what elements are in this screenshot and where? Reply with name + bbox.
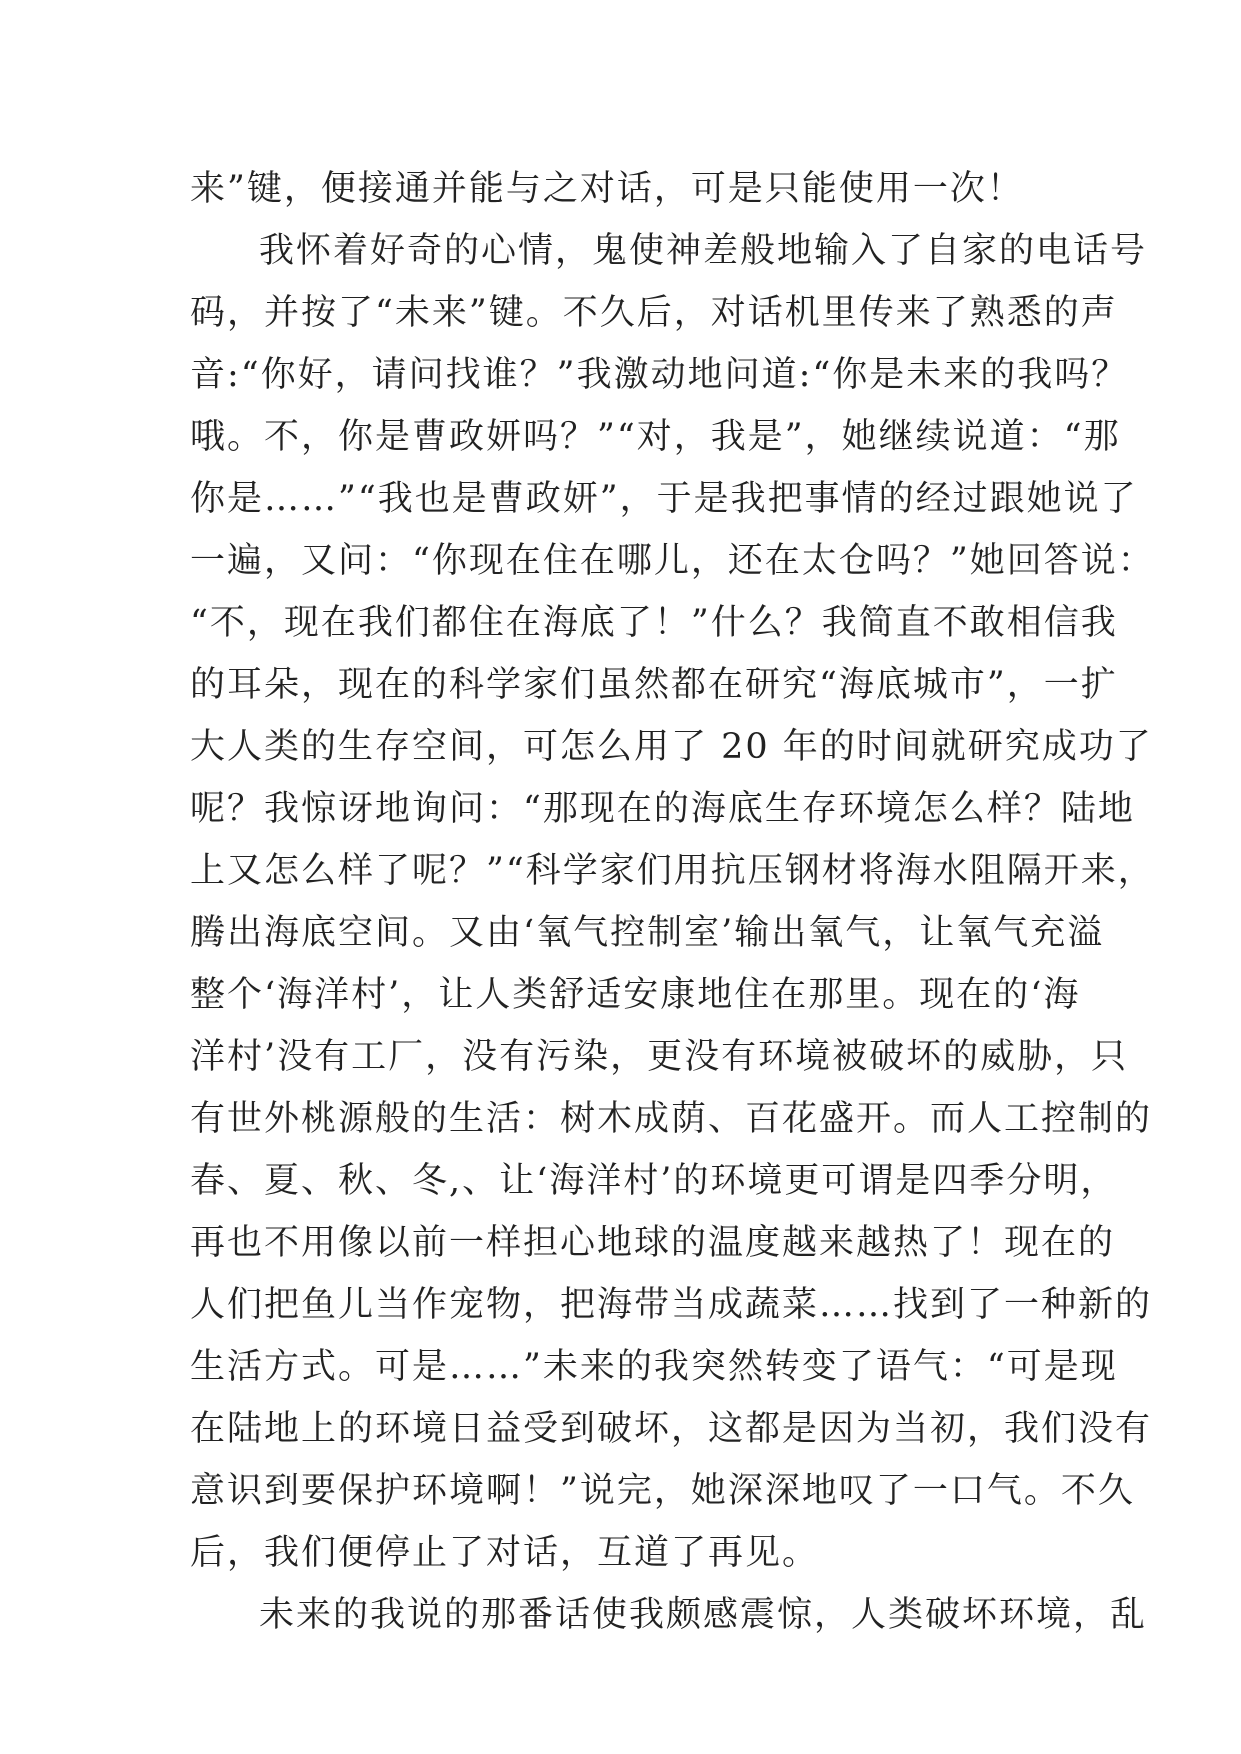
text-line: 一遍，又问：“你现在住在哪儿，还在太仓吗？”她回答说： [190,541,1155,581]
text-line: 意识到要保护环境啊！”说完，她深深地叹了一口气。不久 [190,1471,1135,1511]
text-line: 呢？我惊讶地询问：“那现在的海底生存环境怎么样？陆地 [190,789,1135,829]
text-line: 春、夏、秋、冬,、让‘海洋村’的环境更可谓是四季分明， [190,1161,1118,1201]
text-line: 大人类的生存空间，可怎么用了 20 年的时间就研究成功了 [190,727,1153,767]
text-line: 哦。不，你是曹政妍吗？”“对，我是”，她继续说道：“那 [190,417,1121,457]
text-line: 人们把鱼儿当作宠物，把海带当成蔬菜……找到了一种新的 [190,1285,1153,1325]
text-line: 再也不用像以前一样担心地球的温度越来越热了！现在的 [190,1223,1116,1263]
text-line: 在陆地上的环境日益受到破坏，这都是因为当初，我们没有 [190,1409,1153,1449]
text-line: 来”键，便接通并能与之对话，可是只能使用一次！ [190,169,1024,209]
text-line: 整个‘海洋村’，让人类舒适安康地住在那里。现在的‘海 [190,975,1081,1015]
text-line: 有世外桃源般的生活：树木成荫、百花盛开。而人工控制的 [190,1099,1153,1139]
text-line: 音:“你好，请问找谁？”我激动地问道:“你是未来的我吗？ [190,355,1129,395]
text-line: 后，我们便停止了对话，互道了再见。 [190,1533,820,1573]
text-line: “不，现在我们都住在海底了！”什么？我简直不敢相信我 [190,603,1118,643]
paragraph-start-line: 我怀着好奇的心情，鬼使神差般地输入了自家的电话号 [259,231,1148,271]
paragraph-start-line: 未来的我说的那番话使我颇感震惊，人类破坏环境，乱 [259,1595,1148,1635]
text-line: 码，并按了“未来”键。不久后，对话机里传来了熟悉的声 [190,293,1118,333]
body-text [190,158,1155,1646]
text-line: 生活方式。可是……”未来的我突然转变了语气：“可是现 [190,1347,1118,1387]
text-line: 洋村’没有工厂，没有污染，更没有环境被破坏的威胁，只 [190,1037,1129,1077]
text-line: 上又怎么样了呢？”“科学家们用抗压钢材将海水阻隔开来， [190,851,1155,891]
text-line: 腾出海底空间。又由‘氧气控制室’输出氧气，让氧气充溢 [190,913,1105,953]
text-line: 的耳朵，现在的科学家们虽然都在研究“海底城市”，一扩 [190,665,1118,705]
text-line: 你是……”“我也是曹政妍”，于是我把事情的经过跟她说了 [190,479,1138,519]
